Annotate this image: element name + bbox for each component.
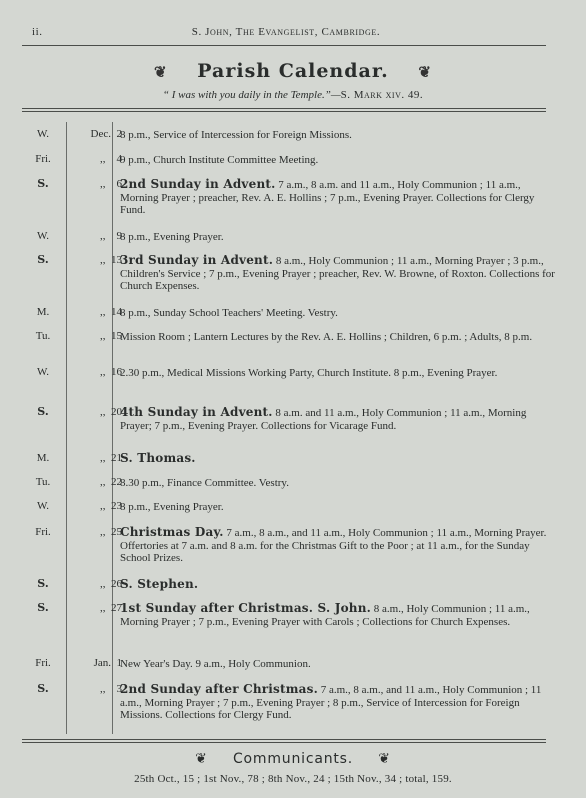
entry-feast-name: S. Thomas.	[120, 451, 196, 465]
entry-details: 7 a.m., 8 a.m., and 11 a.m., Holy Communion ; 11 a.m., Morning Prayer ; 7 p.m., Evening Prayer ; 8 p.m., Service of Intercession for Foreign Missions. Collections for Clergy Fund.	[120, 684, 542, 721]
entry-date: ,, 14	[100, 306, 122, 318]
epigraph-reference: S. Mark xiv. 49.	[340, 89, 424, 101]
entry-date: ,, 21	[100, 452, 122, 464]
entry-day: Fri.	[35, 657, 51, 669]
epigraph	[0, 89, 586, 101]
entry-date: ,, 6	[100, 178, 122, 190]
entry-details: 8 p.m., Service of Intercession for Foreign Missions.	[120, 129, 352, 141]
entry-date: ,, 20	[100, 406, 122, 418]
entry-date: ,, 4	[100, 153, 122, 165]
entry-date: ,, 27	[100, 602, 122, 614]
header-rule	[22, 45, 546, 46]
entry-text	[120, 657, 558, 671]
entry-details: 8 p.m., Sunday School Teachers' Meeting. Vestry.	[120, 307, 338, 319]
left-ornament-icon: ❦	[154, 63, 168, 81]
right-footer-ornament-icon: ❦	[378, 751, 391, 767]
footer-rule-bottom	[22, 742, 546, 743]
entry-feast-name: 2nd Sunday after Christmas.	[120, 682, 318, 696]
entry-text	[120, 254, 558, 293]
column-divider-day	[66, 122, 67, 734]
entry-details: 8 a.m., Holy Communion ; 11 a.m., Morning Prayer ; 7 p.m., Evening Prayer with Carols ; Collections for Church Expenses.	[120, 603, 530, 628]
entry-day: W.	[36, 230, 50, 242]
entry-text	[120, 526, 558, 565]
left-footer-ornament-icon: ❦	[195, 751, 208, 767]
entry-date: Dec. 2	[90, 128, 122, 140]
entry-day: S.	[37, 601, 49, 614]
entry-day: W.	[36, 500, 50, 512]
entry-text	[120, 128, 558, 142]
entry-day: Fri.	[35, 526, 51, 538]
column-divider-date	[112, 122, 113, 734]
entry-details: Mission Room ; Lantern Lectures by the Rev. A. E. Hollins ; Children, 6 p.m. ; Adults, 8 p.m.	[120, 331, 533, 343]
entry-date: ,, 22	[100, 476, 122, 488]
right-ornament-icon: ❦	[418, 63, 432, 81]
communicants-heading	[0, 751, 586, 767]
entry-text	[120, 230, 558, 244]
entry-day: S.	[37, 577, 49, 590]
entry-day: S.	[37, 682, 49, 695]
entry-feast-name: 2nd Sunday in Advent.	[120, 177, 276, 191]
entry-details: 8 a.m. and 11 a.m., Holy Communion ; 11 a.m., Morning Prayer; 7 p.m., Evening Prayer. Collections for Vicarage Fund.	[120, 407, 527, 432]
entry-day: Fri.	[35, 153, 51, 165]
entry-day: S.	[37, 253, 49, 266]
epigraph-text: “ I was with you daily in the Temple.”—	[162, 89, 341, 101]
entry-day: M.	[36, 306, 50, 318]
running-title: S. John, The Evangelist, Cambridge.	[191, 26, 381, 38]
entry-text	[120, 683, 558, 722]
title-rule-bottom	[22, 111, 546, 112]
entry-text	[120, 602, 558, 628]
entry-text	[120, 452, 558, 466]
entry-date: ,, 15	[100, 330, 122, 342]
entry-date: ,, 23	[100, 500, 122, 512]
entry-date: ,, 16	[100, 366, 122, 378]
entry-text	[120, 366, 558, 380]
entry-details: 8 a.m., Holy Communion ; 11 a.m., Morning Prayer ; 3 p.m., Children's Service ; 7 p.m., Evening Prayer ; preacher, Rev. W. Browne, of Roxton. Collections for Church Expenses.	[120, 255, 555, 292]
entry-date: Jan. 1	[93, 657, 122, 669]
entry-details: 2.30 p.m., Medical Missions Working Party, Church Institute. 8 p.m., Evening Prayer.	[120, 367, 498, 379]
entry-text	[120, 500, 558, 514]
entry-day: S.	[37, 405, 49, 418]
entry-details: 7 a.m., 8 a.m. and 11 a.m., Holy Communion ; 11 a.m., Morning Prayer ; preacher, Rev. A. E. Hollins ; 7 p.m., Evening Prayer. Collections for Clergy Fund.	[120, 179, 535, 216]
page-title-block	[0, 60, 586, 82]
entry-details: 8 p.m., Evening Prayer.	[120, 501, 224, 513]
entry-details: 9 p.m., Church Institute Committee Meeting.	[120, 154, 319, 166]
entry-text	[120, 578, 558, 592]
entry-text	[120, 178, 558, 217]
page-number: ii.	[32, 26, 43, 38]
entry-date: ,, 25	[100, 526, 122, 538]
entry-day: Tu.	[35, 476, 51, 488]
entry-date: ,, 3	[100, 683, 122, 695]
entry-details: 7 a.m., 8 a.m., and 11 a.m., Holy Communion ; 11 a.m., Morning Prayer. Offertories at 7 a.m. and 8 a.m. for the Christmas Gift to the Poor ; at 11 a.m., for the Sunday School Prizes.	[120, 527, 547, 564]
entry-details: 8 p.m., Evening Prayer.	[120, 231, 224, 243]
entry-day: M.	[36, 452, 50, 464]
entry-text	[120, 330, 558, 344]
entry-day: W.	[36, 366, 50, 378]
entry-day: Tu.	[35, 330, 51, 342]
entry-text	[120, 306, 558, 320]
entry-feast-name: S. Stephen.	[120, 577, 199, 591]
entry-details: New Year's Day. 9 a.m., Holy Communion.	[120, 658, 311, 670]
entry-feast-name: 1st Sunday after Christmas. S. John.	[120, 601, 372, 615]
entry-details: 8.30 p.m., Finance Committee. Vestry.	[120, 477, 289, 489]
communicants-title: Communicants.	[232, 751, 354, 767]
entry-text	[120, 153, 558, 167]
entry-feast-name: Christmas Day.	[120, 525, 224, 539]
running-header	[20, 26, 552, 42]
page-title: Parish Calendar.	[197, 60, 389, 82]
entry-feast-name: 4th Sunday in Advent.	[120, 405, 273, 419]
entry-text	[120, 406, 558, 432]
communicants-counts: 25th Oct., 15 ; 1st Nov., 78 ; 8th Nov., 24 ; 15th Nov., 34 ; total, 159.	[134, 773, 452, 785]
entry-date: ,, 26	[100, 578, 122, 590]
footer-rule-top	[22, 739, 546, 740]
title-rule-top	[22, 108, 546, 109]
entry-day: W.	[36, 128, 50, 140]
entry-date: ,, 13	[100, 254, 122, 266]
entry-text	[120, 476, 558, 490]
entry-day: S.	[37, 177, 49, 190]
entry-date: ,, 9	[100, 230, 122, 242]
entry-feast-name: 3rd Sunday in Advent.	[120, 253, 274, 267]
